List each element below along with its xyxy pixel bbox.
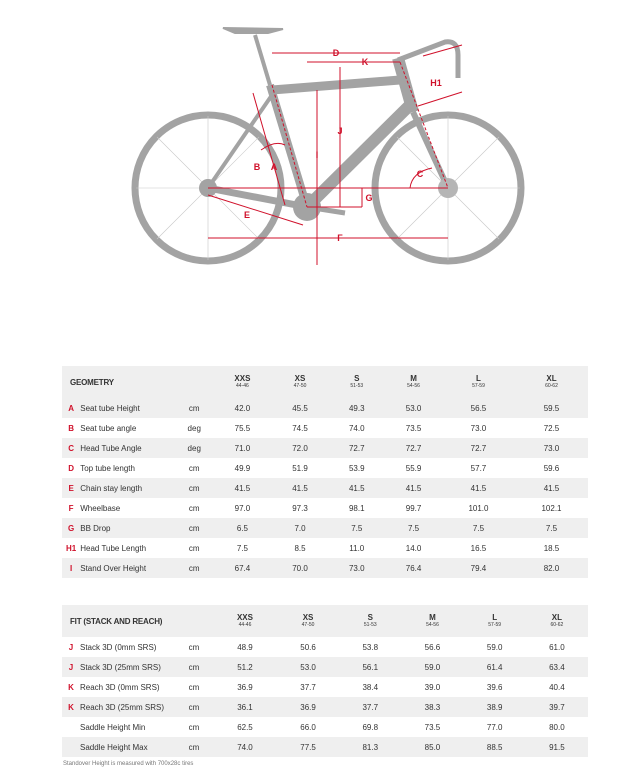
value-cell: 37.7 bbox=[339, 697, 401, 717]
row-unit: cm bbox=[175, 518, 213, 538]
value-cell: 59.0 bbox=[486, 642, 503, 652]
value-cell: 36.9 bbox=[237, 682, 253, 692]
row-letter: K bbox=[62, 697, 76, 717]
size-header bbox=[213, 366, 271, 398]
row-name: Head Tube Length bbox=[80, 543, 147, 553]
value-cell: 102.1 bbox=[541, 503, 562, 513]
value-cell: 51.2 bbox=[213, 657, 277, 677]
value-cell: 45.5 bbox=[272, 398, 329, 418]
value-cell: 77.0 bbox=[486, 722, 503, 732]
label-f: F bbox=[337, 233, 343, 243]
row-letter: G bbox=[62, 518, 76, 538]
row-name: Seat tube angle bbox=[80, 423, 137, 433]
value-cell: 56.5 bbox=[442, 398, 515, 418]
label-d: D bbox=[332, 48, 340, 58]
label-g: G bbox=[365, 193, 373, 203]
table-row bbox=[62, 398, 588, 418]
size-name: XL bbox=[546, 374, 557, 383]
value-cell: 74.0 bbox=[348, 423, 365, 433]
value-cell: 7.5 bbox=[442, 518, 515, 538]
value-cell: 6.5 bbox=[213, 518, 271, 538]
table-row bbox=[62, 538, 588, 558]
value-cell: 80.0 bbox=[549, 722, 565, 732]
value-cell: 79.4 bbox=[442, 558, 515, 578]
size-range: 44-46 bbox=[238, 622, 252, 628]
row-name: Stand Over Height bbox=[76, 558, 175, 578]
size-range: 54-56 bbox=[407, 383, 420, 389]
value-cell: 51.9 bbox=[292, 463, 308, 473]
row-letter: C bbox=[62, 438, 76, 458]
size-range: 54-56 bbox=[426, 622, 439, 628]
value-cell: 73.0 bbox=[328, 558, 385, 578]
row-letter: J bbox=[62, 657, 76, 677]
value-cell: 72.0 bbox=[272, 438, 329, 458]
value-cell: 99.7 bbox=[405, 503, 422, 513]
size-range: 60-62 bbox=[550, 622, 564, 628]
value-cell: 82.0 bbox=[515, 558, 588, 578]
table-header bbox=[62, 605, 588, 637]
size-name: M bbox=[410, 374, 417, 383]
bike-geometry-diagram bbox=[0, 0, 639, 290]
value-cell: 42.0 bbox=[213, 398, 271, 418]
footnote: Standover Height is measured with 700x28c tires bbox=[63, 761, 194, 767]
value-cell: 36.1 bbox=[213, 697, 277, 717]
table-row bbox=[62, 498, 588, 518]
value-cell: 36.9 bbox=[277, 697, 339, 717]
size-range: 51-53 bbox=[350, 383, 364, 389]
value-cell: 40.4 bbox=[549, 682, 565, 692]
value-cell: 76.4 bbox=[385, 558, 442, 578]
value-cell: 88.5 bbox=[464, 737, 526, 757]
value-cell: 71.0 bbox=[213, 438, 271, 458]
value-cell: 41.5 bbox=[515, 478, 588, 498]
row-unit: cm bbox=[175, 558, 213, 578]
value-cell: 70.0 bbox=[272, 558, 329, 578]
value-cell: 59.5 bbox=[515, 398, 588, 418]
size-name: XS bbox=[302, 613, 314, 622]
value-cell: 73.5 bbox=[424, 722, 441, 732]
size-range: 47-50 bbox=[301, 622, 315, 628]
value-cell: 41.5 bbox=[272, 478, 329, 498]
size-name: M bbox=[429, 613, 436, 622]
size-header bbox=[401, 605, 463, 637]
row-letter bbox=[62, 737, 76, 757]
value-cell: 50.6 bbox=[300, 642, 316, 652]
value-cell: 53.8 bbox=[362, 642, 379, 652]
row-name: Stack 3D (25mm SRS) bbox=[76, 657, 175, 677]
value-cell: 41.5 bbox=[328, 478, 385, 498]
value-cell: 37.7 bbox=[300, 682, 316, 692]
table-row bbox=[62, 637, 588, 657]
row-name: Reach 3D (0mm SRS) bbox=[80, 682, 160, 692]
table-row bbox=[62, 438, 588, 458]
row-name: Saddle Height Max bbox=[76, 737, 175, 757]
value-cell: 63.4 bbox=[526, 657, 588, 677]
value-cell: 16.5 bbox=[470, 543, 487, 553]
size-header bbox=[272, 366, 329, 398]
value-cell: 72.7 bbox=[328, 438, 385, 458]
label-b: B bbox=[253, 162, 261, 172]
size-name: S bbox=[354, 374, 360, 383]
value-cell: 8.5 bbox=[294, 543, 306, 553]
value-cell: 53.0 bbox=[385, 398, 442, 418]
value-cell: 38.9 bbox=[464, 697, 526, 717]
table-header bbox=[62, 366, 588, 398]
size-range: 57-59 bbox=[472, 383, 485, 389]
label-c: C bbox=[416, 169, 424, 179]
value-cell: 41.5 bbox=[385, 478, 442, 498]
value-cell: 98.1 bbox=[348, 503, 365, 513]
row-name: Top tube length bbox=[80, 463, 135, 473]
row-unit: cm bbox=[188, 503, 200, 513]
value-cell: 97.0 bbox=[234, 503, 251, 513]
label-k: K bbox=[361, 57, 369, 67]
value-cell: 57.7 bbox=[470, 463, 487, 473]
section-title: FIT (STACK AND REACH) bbox=[62, 605, 213, 637]
value-cell: 56.6 bbox=[424, 642, 441, 652]
row-unit: cm bbox=[175, 697, 213, 717]
table-row bbox=[62, 478, 588, 498]
row-unit: cm bbox=[188, 722, 200, 732]
value-cell: 49.3 bbox=[328, 398, 385, 418]
value-cell: 66.0 bbox=[300, 722, 316, 732]
value-cell: 18.5 bbox=[543, 543, 560, 553]
size-name: S bbox=[367, 613, 373, 622]
bike-illustration bbox=[135, 28, 521, 261]
value-cell: 61.4 bbox=[464, 657, 526, 677]
value-cell: 7.5 bbox=[328, 518, 385, 538]
row-name: Wheelbase bbox=[80, 503, 121, 513]
size-name: XS bbox=[294, 374, 306, 383]
row-name: Chain stay length bbox=[76, 478, 175, 498]
size-name: L bbox=[492, 613, 498, 622]
size-header bbox=[385, 366, 442, 398]
row-name: Head Tube Angle bbox=[76, 438, 175, 458]
row-letter: A bbox=[62, 398, 76, 418]
table-row bbox=[62, 458, 588, 478]
row-unit: deg bbox=[187, 423, 201, 433]
table-row bbox=[62, 717, 588, 737]
value-cell: 81.3 bbox=[339, 737, 401, 757]
value-cell: 59.0 bbox=[401, 657, 463, 677]
value-cell: 59.6 bbox=[543, 463, 560, 473]
value-cell: 72.7 bbox=[442, 438, 515, 458]
size-name: XXS bbox=[234, 374, 251, 383]
value-cell: 7.5 bbox=[515, 518, 588, 538]
value-cell: 74.0 bbox=[213, 737, 277, 757]
value-cell: 41.5 bbox=[213, 478, 271, 498]
size-range: 60-62 bbox=[545, 383, 558, 389]
value-cell: 53.0 bbox=[277, 657, 339, 677]
value-cell: 48.9 bbox=[237, 642, 253, 652]
size-name: XL bbox=[551, 613, 562, 622]
section-title: GEOMETRY bbox=[62, 366, 213, 398]
value-cell: 39.0 bbox=[424, 682, 441, 692]
value-cell: 39.6 bbox=[486, 682, 503, 692]
geometry-table bbox=[62, 366, 588, 578]
value-cell: 69.8 bbox=[362, 722, 379, 732]
value-cell: 72.7 bbox=[385, 438, 442, 458]
row-unit: cm bbox=[175, 737, 213, 757]
value-cell: 97.3 bbox=[292, 503, 308, 513]
row-name: Seat tube Height bbox=[76, 398, 175, 418]
row-letter: E bbox=[62, 478, 76, 498]
value-cell: 38.4 bbox=[362, 682, 379, 692]
value-cell: 73.0 bbox=[515, 438, 588, 458]
size-header bbox=[526, 605, 588, 637]
row-name: BB Drop bbox=[76, 518, 175, 538]
value-cell: 56.1 bbox=[339, 657, 401, 677]
value-cell: 41.5 bbox=[442, 478, 515, 498]
value-cell: 73.0 bbox=[470, 423, 487, 433]
row-unit: cm bbox=[175, 657, 213, 677]
table-row bbox=[62, 558, 588, 578]
fit-table bbox=[62, 605, 588, 757]
row-name: Stack 3D (0mm SRS) bbox=[80, 642, 157, 652]
value-cell: 75.5 bbox=[234, 423, 251, 433]
row-letter: B bbox=[68, 423, 74, 433]
row-unit: cm bbox=[188, 463, 200, 473]
value-cell: 62.5 bbox=[237, 722, 253, 732]
row-letter: D bbox=[68, 463, 74, 473]
row-unit: cm bbox=[175, 398, 213, 418]
row-letter: K bbox=[68, 682, 74, 692]
table-row bbox=[62, 737, 588, 757]
row-letter: I bbox=[62, 558, 76, 578]
dimension-lines bbox=[208, 45, 462, 265]
size-header bbox=[328, 366, 385, 398]
value-cell: 67.4 bbox=[213, 558, 271, 578]
size-range: 47-50 bbox=[293, 383, 307, 389]
value-cell: 85.0 bbox=[401, 737, 463, 757]
row-letter bbox=[62, 717, 76, 737]
value-cell: 61.0 bbox=[549, 642, 565, 652]
size-header bbox=[515, 366, 588, 398]
label-a: A bbox=[270, 162, 278, 172]
size-header bbox=[339, 605, 401, 637]
value-cell: 53.9 bbox=[348, 463, 365, 473]
label-i: I bbox=[315, 150, 319, 160]
value-cell: 77.5 bbox=[277, 737, 339, 757]
table-row bbox=[62, 518, 588, 538]
size-name: XXS bbox=[236, 613, 253, 622]
row-letter: J bbox=[68, 642, 74, 652]
value-cell: 39.7 bbox=[526, 697, 588, 717]
table-row bbox=[62, 418, 588, 438]
size-header bbox=[464, 605, 526, 637]
row-unit: cm bbox=[188, 642, 200, 652]
row-name: Saddle Height Min bbox=[80, 722, 146, 732]
size-range: 44-46 bbox=[236, 383, 249, 389]
row-unit: deg bbox=[175, 438, 213, 458]
value-cell: 49.9 bbox=[234, 463, 251, 473]
row-name: Reach 3D (25mm SRS) bbox=[76, 697, 175, 717]
value-cell: 11.0 bbox=[349, 543, 365, 553]
table-row bbox=[62, 697, 588, 717]
value-cell: 38.3 bbox=[401, 697, 463, 717]
size-header bbox=[213, 605, 277, 637]
value-cell: 101.0 bbox=[468, 503, 489, 513]
label-h1: H1 bbox=[430, 78, 442, 88]
value-cell: 74.5 bbox=[292, 423, 308, 433]
row-letter: H1 bbox=[66, 543, 77, 553]
value-cell: 91.5 bbox=[526, 737, 588, 757]
row-unit: cm bbox=[188, 682, 200, 692]
value-cell: 73.5 bbox=[405, 423, 422, 433]
value-cell: 7.5 bbox=[236, 543, 248, 553]
label-e: E bbox=[243, 210, 251, 220]
row-unit: cm bbox=[188, 543, 200, 553]
value-cell: 72.5 bbox=[543, 423, 560, 433]
size-header bbox=[277, 605, 339, 637]
row-unit: cm bbox=[175, 478, 213, 498]
size-range: 57-59 bbox=[488, 622, 502, 628]
size-header bbox=[442, 366, 515, 398]
row-letter: F bbox=[68, 503, 74, 513]
value-cell: 7.5 bbox=[385, 518, 442, 538]
label-j: J bbox=[337, 126, 343, 136]
table-row bbox=[62, 657, 588, 677]
value-cell: 55.9 bbox=[405, 463, 422, 473]
size-name: L bbox=[476, 374, 481, 383]
table-row bbox=[62, 677, 588, 697]
size-range: 51-53 bbox=[363, 622, 377, 628]
value-cell: 7.0 bbox=[272, 518, 329, 538]
value-cell: 14.0 bbox=[405, 543, 422, 553]
